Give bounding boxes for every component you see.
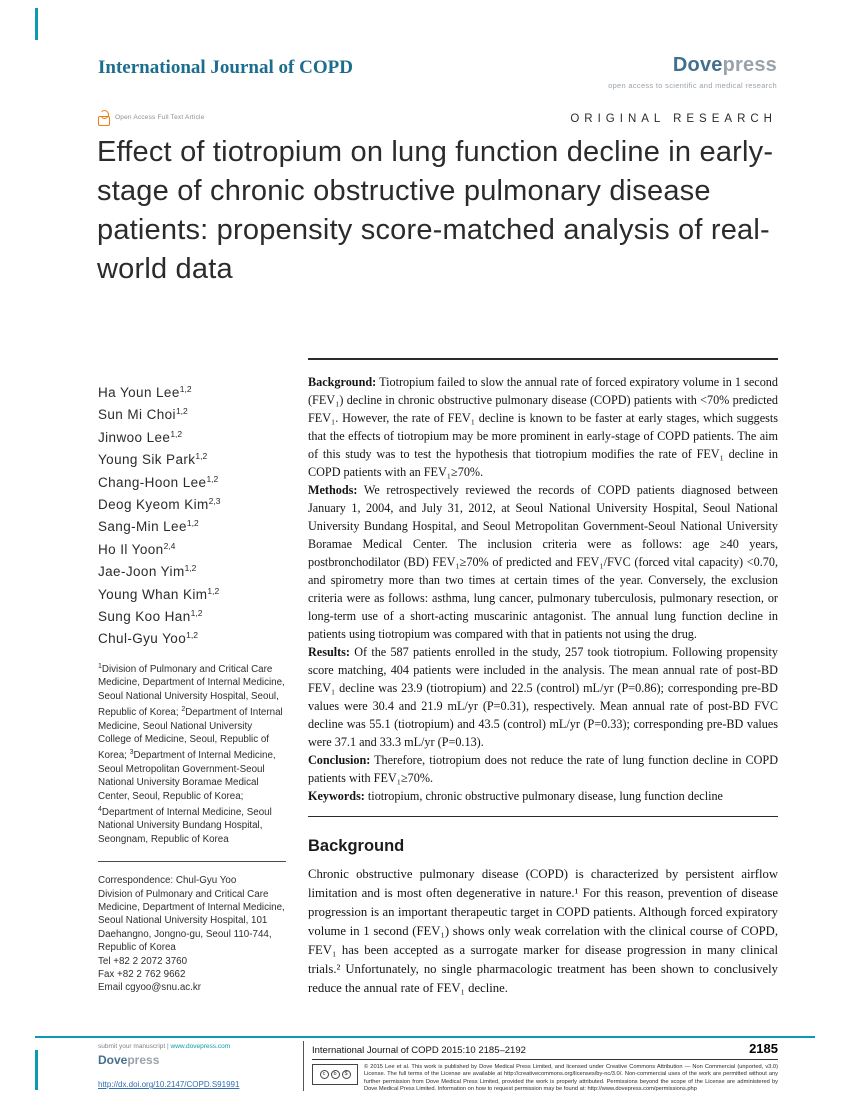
cc-attribution-icon: c [320,1070,329,1079]
dovepress-logo-dove: Dove [672,54,723,76]
footer-right [312,1041,778,1094]
affiliation-sup: 4 [98,805,102,813]
abstract-column [308,358,778,998]
affiliation-sup: 1 [98,662,102,670]
abstract-top-rule [308,358,778,360]
doi-link[interactable]: http://dx.doi.org/10.2147/COPD.S91991 [98,1080,240,1089]
abstract-text: We retrospectively reviewed the records of COPD patients diagnosed between January 1, 2004, and July 31, 2012, at Seoul National University Hospital, Seoul National University Bundang Hospital, and Seoul Metropolitan Government-Seoul National University Boramae Medical Center. The inclusion criteria were as follows: age ≥40 years, postbronchodilator (BD) FEV₁≥70% of predicted and FEV₁/FVC (forced vital capacity) <0.70, and spirometry more than two times at certain times of the year. Conversely, the exclusion criteria were as follows: asthma, lung cancer, pulmonary tuberculosis, pulmonary resection, or long-term use of a short-acting muscarinic antagonist. The annual lung function decline in patients using tiotropium was compared with that in patients not using the drug. [308,483,778,641]
citation-row [312,1041,778,1060]
author [98,402,286,424]
submit-manuscript-line [98,1043,293,1050]
author-name: Ha Youn Lee [98,385,180,400]
footer-left [98,1043,293,1089]
author-name: Chul-Gyu Yoo [98,631,187,647]
dovepress-logo [608,54,777,77]
author [98,470,286,492]
author [98,380,286,402]
affiliation-sup: 2 [181,706,186,714]
correspondence-address: Division of Pulmonary and Critical Care Medicine, Department of Internal Medicine, Seoul National University Hospital, 101 Daehangno, Jongno-gu, Seoul 110-744, Republic of Korea [98,888,285,954]
footer-dovepress-dove: Dove [98,1053,128,1067]
publisher-logo [608,54,777,90]
journal-name: International Journal of COPD [98,57,353,78]
author-affiliation-sup: 2,4 [163,540,176,551]
submit-manuscript-label: submit your manuscript [98,1043,166,1050]
page-edge-accent-top [35,8,38,40]
affiliation-sup: 3 [129,749,134,757]
article-title: Effect of tiotropium on lung function decline in early-stage of chronic obstructive pulmonary disease patients: propensity score-matched analysis of real-world data [97,136,774,285]
abstract-label: Results: [308,645,350,659]
author-name: Deog Kyeom Kim [98,497,209,513]
abstract-keywords [308,787,778,805]
author-name: Sun Mi Choi [98,407,176,423]
cc-noncommercial-icon: $ [342,1070,351,1079]
author-affiliation-sup: 1,2 [175,406,188,417]
abstract-label: Keywords: [308,789,365,803]
author-name: Chang-Hoon Lee [98,474,207,490]
author-affiliation-sup: 1,2 [186,630,198,641]
author-name: Jae-Joon Yim [98,564,185,580]
dovepress-website-link[interactable]: www.dovepress.com [170,1043,231,1050]
abstract-text: Tiotropium failed to slow the annual rate of forced expiratory volume in 1 second (FEV₁) decline in chronic obstructive pulmonary disease (COPD) patients with <70% predicted FEV₁. However, the rate of FEV₁ decline is known to be faster at early stages, which suggests that the effects of tiotropium may be more prominent in early-stage of COPD patients. The aim of this study was to test the hypothesis that tiotropium modifies the rate of FEV₁ decline in COPD patients with an FEV₁≥70%. [308,375,778,479]
open-access-label: Open Access Full Text Article [115,114,205,121]
author-list [98,380,286,649]
author-affiliation-sup: 1,2 [207,585,220,596]
author-affiliation-sup: 1,2 [179,384,192,394]
author [98,559,286,581]
author-name: Jinwoo Lee [98,429,171,445]
article-type-label: ORIGINAL RESEARCH [570,113,777,125]
author-name: Sang-Min Lee [98,519,187,535]
abstract-results [308,643,778,751]
correspondence-tel: Tel +82 2 2072 3760 [98,955,188,967]
cc-by-icon: b [331,1070,340,1079]
affiliation-text: Department of Internal Medicine, Seoul National University Bundang Hospital, Seongnam, Republic of Korea [98,806,272,845]
abstract-label: Conclusion: [308,753,371,767]
publisher-tagline: open access to scientific and medical research [608,81,777,90]
abstract-label: Background: [308,375,377,389]
author-name: Sung Koo Han [98,609,191,625]
affiliation-text: Division of Pulmonary and Critical Care Medicine, Department of Internal Medicine, Seoul National University Hospital, Seoul, Republic of Korea; [98,663,285,719]
author-affiliation-sup: 1,2 [170,428,183,439]
open-access-lock-icon [98,110,109,125]
footer-dovepress-press: press [127,1053,160,1067]
abstract-conclusion [308,751,778,787]
footer-rule [35,1036,815,1038]
abstract-text: Therefore, tiotropium does not reduce the rate of lung function decline in COPD patients with FEV₁≥70%. [308,753,778,785]
author [98,514,286,536]
abstract-methods [308,481,778,643]
page-number: 2185 [749,1041,778,1056]
author-name: Ho Il Yoon [98,541,164,557]
author-affiliation-sup: 1,2 [190,608,203,619]
body-paragraph: Chronic obstructive pulmonary disease (COPD) is characterized by persistent airflow limitation and is most often degenerative in nature.¹ For this reason, prevention of disease progression is an important therapeutic target in COPD patients. Although forced expiratory volume in 1 second (FEV₁) shows only weak correlation with the clinical course of COPD, FEV₁ has been accepted as a surrogate marker for disease progression in many clinical trials.² Unfortunately, no single pharmacologic treatment has been shown to conclusively reduce the annual rate of FEV₁ decline. [308,867,778,995]
abstract-background [308,373,778,481]
dovepress-logo-press: press [722,54,777,76]
author-affiliation-sup: 2,3 [208,496,221,507]
abstract-label: Methods: [308,483,358,497]
author-affiliation-sup: 1,2 [195,451,208,462]
author [98,447,286,469]
open-access-row [98,110,205,125]
author [98,626,286,648]
author [98,582,286,604]
abstract-bottom-rule [308,816,778,817]
affiliations [98,660,286,846]
abstract-text: Of the 587 patients enrolled in the study, 257 took tiotropium. Following propensity score matching, 404 patients were included in the analysis. The mean annual rate of post-BD FEV₁ decline was 23.9 (tiotropium) and 22.5 (control) mL/yr (P=0.86); corresponding pre-BD values were 30.4 and 21.9 mL/yr (P=0.31), respectively. Mean annual rate of post-BD FVC decline was 55.1 (tiotropium) and 43.5 (control) mL/yr (P=0.33); corresponding pre-BD values were 37.1 and 33.3 mL/yr (P=0.13). [308,645,779,749]
separator: | [165,1043,171,1050]
author-name: Young Whan Kim [98,586,208,602]
author-affiliation-sup: 1,2 [186,518,199,529]
affiliation-text: Department of Internal Medicine, Seoul Metropolitan Government-Seoul National University Boramae Medical Center, Seoul, Republic of Korea; [98,750,276,802]
author-affiliation-sup: 1,2 [184,563,197,574]
correspondence-fax: Fax +82 2 762 9662 [98,969,186,980]
correspondence-email-link[interactable]: Email cgyoo@snu.ac.kr [98,982,202,994]
footer-divider [303,1041,304,1091]
author [98,537,286,559]
author [98,425,286,447]
correspondence-block [98,874,286,995]
left-column [98,380,286,995]
abstract-text: tiotropium, chronic obstructive pulmonary disease, lung function decline [367,789,723,803]
license-row [312,1064,778,1094]
license-text: © 2015 Lee et al. This work is published by Dove Medical Press Limited, and licensed under Creative Commons Attribution — Non Commercial (unported, v3.0) License. The full terms of the License are available at http://creativecommons.org/licenses/by-nc/3.0/. Non-commercial uses of the work are permitted without any further permission from Dove Medical Press Limited, provided the work is properly attributed. Permissions beyond the scope of the License are administered by Dove Medical Press Limited. Information on how to request permission may be found at: http://www.dovepress.com/permissions.php [364,1064,778,1093]
affiliation-text: Department of Internal Medicine, Seoul National University College of Medicine, Seoul, Republic of Korea; [98,707,283,762]
author [98,604,286,626]
author-name: Young Sik Park [98,452,196,468]
author [98,492,286,514]
correspondence-divider [98,861,286,862]
footer-dovepress-logo [98,1053,293,1067]
section-heading-background: Background [308,837,405,855]
author-affiliation-sup: 1,2 [206,473,219,484]
correspondence-name: Correspondence: Chul-Gyu Yoo [98,875,237,887]
journal-citation: International Journal of COPD 2015:10 2185–2192 [312,1045,526,1056]
page-edge-accent-bottom [35,1050,38,1090]
creative-commons-icon [312,1064,358,1085]
